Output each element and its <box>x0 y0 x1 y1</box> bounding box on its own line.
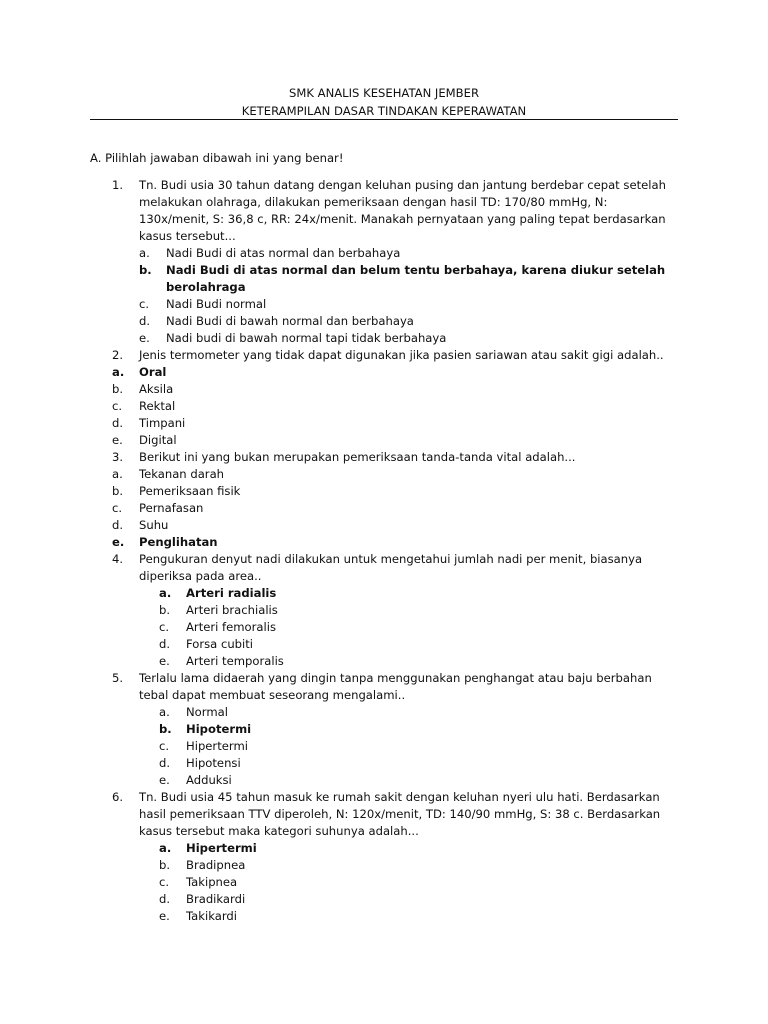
option-d <box>139 313 672 330</box>
option-c <box>159 874 672 891</box>
option-c <box>112 500 672 517</box>
option-text: Aksila <box>139 382 174 396</box>
option-d <box>112 517 672 534</box>
question-text: Tn. Budi usia 30 tahun datang dengan keluhan pusing dan jantung berdebar cepat setelah melakukan olahraga, dilakukan pemeriksaan dengan hasil TD: 170/80 mmHg, N: 130x/menit, S: 36,8 c, RR: 24x/menit. Manakah pernyataan yang paling tepat berdasarkan kasus tersebut... <box>139 178 666 243</box>
option-text: Hipertermi <box>186 841 257 855</box>
option-a-answer <box>159 840 672 857</box>
option-letter: a. <box>159 586 172 600</box>
option-letter: d. <box>159 637 171 651</box>
option-text: Hipertermi <box>186 739 248 753</box>
option-text: Arteri radialis <box>186 586 277 600</box>
option-c <box>159 738 672 755</box>
option-text: Adduksi <box>186 773 232 787</box>
option-letter: a. <box>159 841 172 855</box>
question-number: 5. <box>112 671 124 685</box>
option-e <box>159 908 672 925</box>
question-text: Jenis termometer yang tidak dapat digunakan jika pasien sariawan atau sakit gigi adalah.. <box>139 348 664 362</box>
option-text: Nadi Budi di bawah normal dan berbahaya <box>166 314 414 328</box>
question-number: 3. <box>112 450 124 464</box>
school-name: SMK ANALIS KESEHATAN JEMBER <box>288 86 480 100</box>
option-text: Penglihatan <box>139 535 218 549</box>
option-letter: b. <box>159 722 172 736</box>
option-text: Hipotermi <box>186 722 252 736</box>
option-letter: d. <box>139 314 151 328</box>
option-letter: d. <box>159 892 171 906</box>
option-d <box>159 755 672 772</box>
option-text: Bradipnea <box>186 858 246 872</box>
option-c <box>112 398 672 415</box>
question-4 <box>112 551 672 670</box>
option-letter: a. <box>159 705 170 719</box>
option-letter: e. <box>159 773 170 787</box>
option-text: Digital <box>139 433 177 447</box>
document-header <box>90 84 678 120</box>
section-instruction: A. Pilihlah jawaban dibawah ini yang benar! <box>90 151 344 165</box>
option-b-answer <box>139 262 672 296</box>
option-text: Oral <box>139 365 167 379</box>
option-text: Pernafasan <box>139 501 204 515</box>
option-letter: b. <box>112 484 124 498</box>
question-text: Berikut ini yang bukan merupakan pemeriksaan tanda-tanda vital adalah... <box>139 450 576 464</box>
option-text: Arteri femoralis <box>186 620 277 634</box>
question-6 <box>112 789 672 925</box>
option-letter: b. <box>112 382 124 396</box>
question-text: Pengukuran denyut nadi dilakukan untuk mengetahui jumlah nadi per menit, biasanya diperiksa pada area.. <box>139 552 643 583</box>
option-letter: c. <box>159 620 170 634</box>
option-letter: b. <box>139 263 152 277</box>
option-b-answer <box>159 721 672 738</box>
option-text: Arteri temporalis <box>186 654 284 668</box>
option-text: Bradikardi <box>186 892 246 906</box>
question-number: 2. <box>112 348 124 362</box>
option-letter: c. <box>159 875 170 889</box>
option-d <box>159 891 672 908</box>
option-c <box>139 296 672 313</box>
option-text: Takipnea <box>186 875 238 889</box>
option-text: Nadi budi di bawah normal tapi tidak berbahaya <box>166 331 447 345</box>
option-a <box>159 704 672 721</box>
option-b <box>112 381 672 398</box>
question-text: Tn. Budi usia 45 tahun masuk ke rumah sakit dengan keluhan nyeri ulu hati. Berdasarkan hasil pemeriksaan TTV diperoleh, N: 120x/menit, TD: 140/90 mmHg, S: 38 c. Berdasarkan kasus tersebut maka kategori suhunya adalah... <box>139 790 661 838</box>
option-d <box>112 415 672 432</box>
option-letter: b. <box>159 603 171 617</box>
option-letter: e. <box>139 331 150 345</box>
option-letter: b. <box>159 858 171 872</box>
option-letter: a. <box>112 467 123 481</box>
option-letter: c. <box>139 297 150 311</box>
option-letter: e. <box>112 433 123 447</box>
option-text: Arteri brachialis <box>186 603 278 617</box>
subject-title: KETERAMPILAN DASAR TINDAKAN KEPERAWATAN <box>241 104 527 118</box>
option-text: Nadi Budi di atas normal dan berbahaya <box>166 246 401 260</box>
option-text: Takikardi <box>186 909 237 923</box>
option-letter: d. <box>112 518 124 532</box>
option-e <box>112 432 672 449</box>
option-text: Tekanan darah <box>139 467 225 481</box>
option-c <box>159 619 672 636</box>
option-b <box>112 483 672 500</box>
option-e <box>159 653 672 670</box>
option-text: Timpani <box>139 416 186 430</box>
option-letter: e. <box>112 535 125 549</box>
option-d <box>159 636 672 653</box>
option-letter: a. <box>139 246 150 260</box>
option-text: Nadi Budi normal <box>166 297 267 311</box>
option-b <box>159 857 672 874</box>
question-number: 6. <box>112 790 124 804</box>
question-1 <box>112 177 672 347</box>
option-text: Suhu <box>139 518 169 532</box>
question-5 <box>112 670 672 789</box>
option-text: Nadi Budi di atas normal dan belum tentu berbahaya, karena diukur setelah berolahraga <box>166 263 666 294</box>
question-number: 1. <box>112 178 124 192</box>
option-text: Rektal <box>139 399 176 413</box>
option-e-answer <box>112 534 672 551</box>
option-letter: d. <box>112 416 124 430</box>
option-b <box>159 602 672 619</box>
header-divider <box>90 119 678 120</box>
option-a-answer <box>112 364 672 381</box>
option-text: Forsa cubiti <box>186 637 254 651</box>
option-text: Hipotensi <box>186 756 241 770</box>
option-e <box>159 772 672 789</box>
option-letter: c. <box>159 739 170 753</box>
question-number: 4. <box>112 552 124 566</box>
option-text: Pemeriksaan fisik <box>139 484 241 498</box>
option-a <box>112 466 672 483</box>
question-2 <box>112 347 672 364</box>
option-a <box>139 245 672 262</box>
option-text: Normal <box>186 705 228 719</box>
question-3 <box>112 449 672 466</box>
option-letter: c. <box>112 399 123 413</box>
option-letter: e. <box>159 654 170 668</box>
option-e <box>139 330 672 347</box>
option-a-answer <box>159 585 672 602</box>
option-letter: e. <box>159 909 170 923</box>
question-text: Terlalu lama didaerah yang dingin tanpa menggunakan penghangat atau baju berbahan tebal dapat membuat seseorang mengalami.. <box>139 671 652 702</box>
option-letter: c. <box>112 501 123 515</box>
question-list <box>112 177 672 925</box>
option-letter: d. <box>159 756 171 770</box>
option-letter: a. <box>112 365 125 379</box>
